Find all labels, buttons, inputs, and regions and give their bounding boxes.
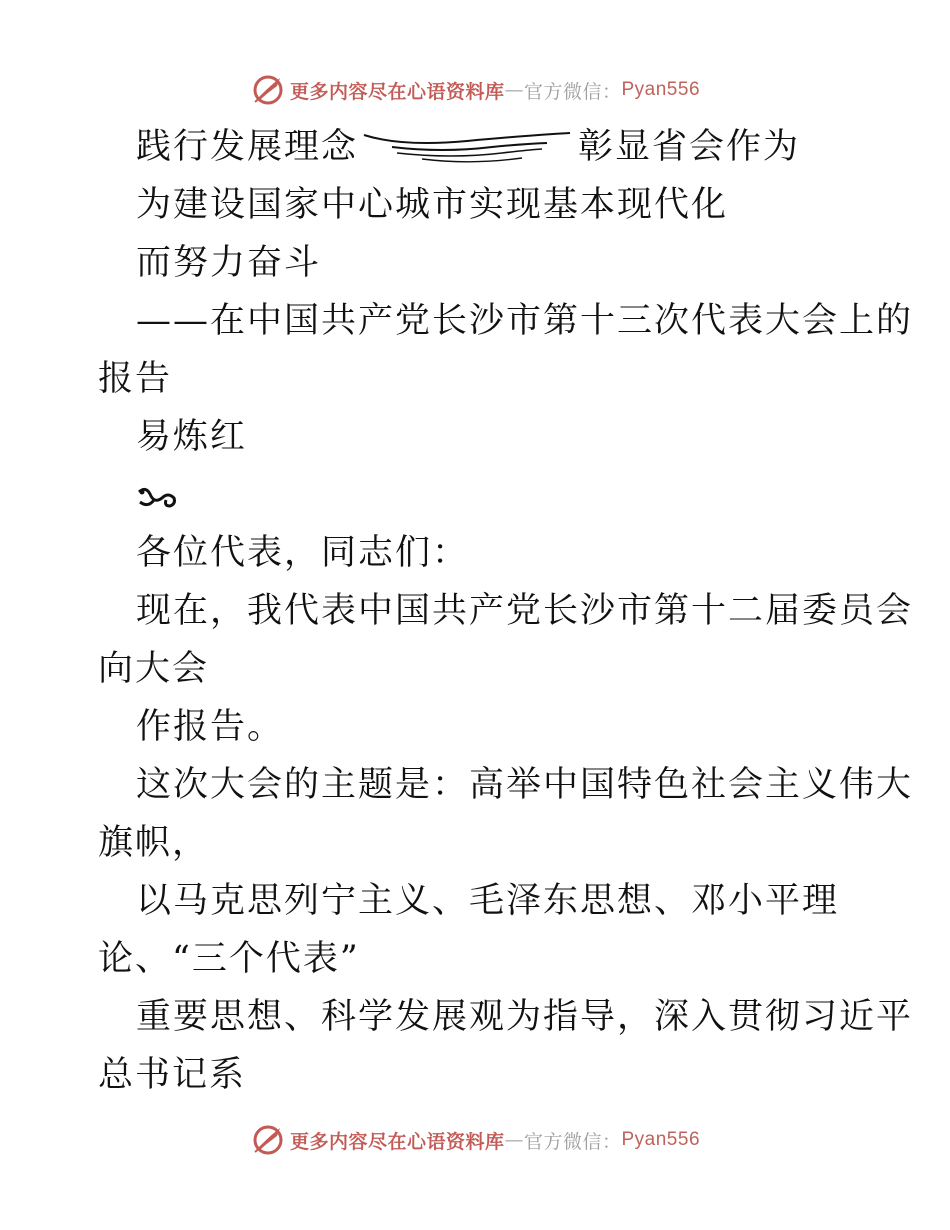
document-body xyxy=(98,118,914,1104)
paragraph-line: 以马克思列宁主义、毛泽东思想、邓小平理 xyxy=(136,881,840,921)
watermark-wechat-id: Pyan556 xyxy=(621,1129,701,1150)
title-right: 彰显省会作为 xyxy=(578,127,801,167)
paragraph-line: 论、“三个代表” xyxy=(98,939,360,979)
ornament-swirl-icon xyxy=(136,482,178,512)
watermark-wechat-label: 官方微信： xyxy=(523,80,622,103)
title-line-3: 而努力奋斗 xyxy=(136,243,322,283)
title-left: 践行发展理念 xyxy=(136,127,359,167)
salutation: 各位代表，同志们： xyxy=(136,533,470,573)
pen-logo-icon xyxy=(250,1122,286,1158)
paragraph-line: 旗帜， xyxy=(98,823,210,863)
paragraph-line: 向大会 xyxy=(98,649,210,689)
ornament-row xyxy=(98,466,858,524)
paragraph-line: 重要思想、科学发展观为指导，深入贯彻习近平 xyxy=(136,997,914,1037)
title-line-1 xyxy=(98,118,858,176)
pen-logo-icon xyxy=(250,72,286,108)
paragraph-line: 这次大会的主题是：高举中国特色社会主义伟大 xyxy=(136,765,914,805)
decorative-swash-icon xyxy=(362,127,572,167)
watermark-main-text: 更多内容尽在心语资料库 xyxy=(289,80,505,103)
watermark-dash: — xyxy=(504,79,524,101)
watermark-wechat-id: Pyan556 xyxy=(621,79,701,100)
paragraph-line: 现在，我代表中国共产党长沙市第十二届委员会 xyxy=(136,591,914,631)
title-line-2: 为建设国家中心城市实现基本现代化 xyxy=(136,185,729,225)
paragraph-line: 作报告。 xyxy=(136,707,285,747)
watermark-main-text: 更多内容尽在心语资料库 xyxy=(289,1130,505,1153)
subtitle-line-1: ——在中国共产党长沙市第十三次代表大会上的 xyxy=(136,301,914,341)
watermark-dash: — xyxy=(504,1129,524,1151)
watermark-footer xyxy=(0,1120,950,1160)
subtitle-line-2: 报告 xyxy=(98,359,173,399)
paragraph-line: 总书记系 xyxy=(98,1055,247,1095)
author: 易炼红 xyxy=(136,417,248,457)
watermark-header xyxy=(0,70,950,110)
watermark-wechat-label: 官方微信： xyxy=(523,1130,622,1153)
